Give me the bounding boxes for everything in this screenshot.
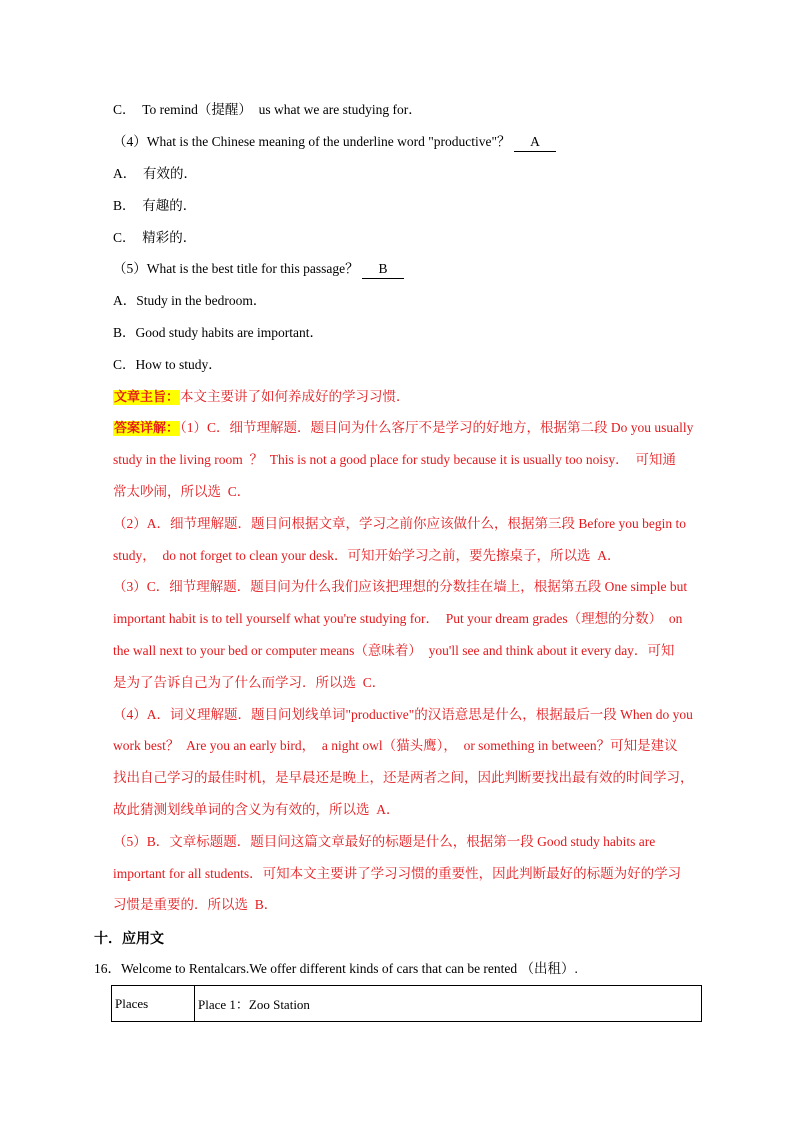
option-q5-c: C．How to study． [113, 357, 222, 372]
explanation-line-2: study in the living room ？ This is not a good place for study because it is usually too noisy． 可知通 [113, 452, 676, 467]
explanation-line-9: 是为了告诉自己为了什么而学习．所以选 C． [113, 675, 386, 690]
option-q4-b: B． 有趣的． [113, 198, 197, 213]
rental-table [111, 985, 702, 1022]
option-q3-c: C． To remind（提醒） us what we are studying for． [113, 102, 422, 117]
question-4-stem: （4）What is the Chinese meaning of the underline word "productive"？ [113, 134, 511, 149]
question-16-intro: 16．Welcome to Rentalcars.We offer different kinds of cars that can be rented （出租）. [94, 961, 578, 976]
explanation-line-10: （4）A．词义理解题．题目问划线单词"productive"的汉语意思是什么，根据最后一段 When do you [113, 707, 693, 722]
option-q4-c: C． 精彩的． [113, 230, 197, 245]
question-4-answer: A [514, 133, 556, 152]
table-header-cell: Places [112, 986, 195, 1022]
question-5 [113, 260, 404, 279]
main-idea-text: 本文主要讲了如何养成好的学习习惯． [180, 389, 410, 404]
main-idea-label: 文章主旨： [114, 390, 180, 405]
explanation-line-14: （5）B．文章标题题．题目问这篇文章最好的标题是什么，根据第一段 Good study habits are [113, 834, 656, 849]
explanation-line-13: 故此猜测划线单词的含义为有效的，所以选 A． [113, 802, 400, 817]
explanation-line-11: work best？ Are you an early bird， a night owl（猫头鹰）， or something in between？可知是建议 [113, 738, 678, 753]
explanation-line-15: important for all students．可知本文主要讲了学习习惯的重要性，因此判断最好的标题为好的学习 [113, 866, 682, 881]
explanation-line-6: （3）C．细节理解题．题目问为什么我们应该把理想的分数挂在墙上，根据第五段 One simple but [113, 579, 688, 594]
explanation-line-5: study， do not forget to clean your desk．可知开始学习之前，要先擦桌子，所以选 A． [113, 548, 621, 563]
explanation-line-16: 习惯是重要的．所以选 B． [113, 897, 278, 912]
question-4 [113, 133, 556, 152]
explanation-line-12: 找出自己学习的最佳时机，是早晨还是晚上，还是两者之间，因此判断要找出最有效的时间学习， [113, 770, 694, 785]
explanation-line-1 [113, 419, 693, 438]
explanation-line-3: 常太吵闹，所以选 C． [113, 484, 251, 499]
explanation-label: 答案详解： [114, 421, 180, 436]
explanation-text: （1）C．细节理解题．题目问为什么客厅不是学习的好地方，根据第二段 Do you usually [180, 420, 694, 435]
explanation-line-4: （2）A．细节理解题．题目问根据文章，学习之前你应该做什么，根据第三段 Before you begin to [113, 516, 686, 531]
question-5-answer: B [362, 260, 404, 279]
table-row [112, 986, 702, 1022]
section-title: 十．应用文 [94, 931, 164, 947]
explanation-line-8: the wall next to your bed or computer means（意味着） you'll see and think about it every day．可知 [113, 643, 675, 658]
option-q5-b: B．Good study habits are important． [113, 325, 323, 340]
question-5-stem: （5）What is the best title for this passage？ [113, 261, 359, 276]
option-q5-a: A．Study in the bedroom． [113, 293, 267, 308]
table-cell: Place 1：Zoo Station [195, 986, 702, 1022]
option-q4-a: A． 有效的． [113, 166, 197, 181]
main-idea [113, 388, 410, 407]
explanation-line-7: important habit is to tell yourself what you're studying for． Put your dream grades（理想的分数） on [113, 611, 683, 626]
